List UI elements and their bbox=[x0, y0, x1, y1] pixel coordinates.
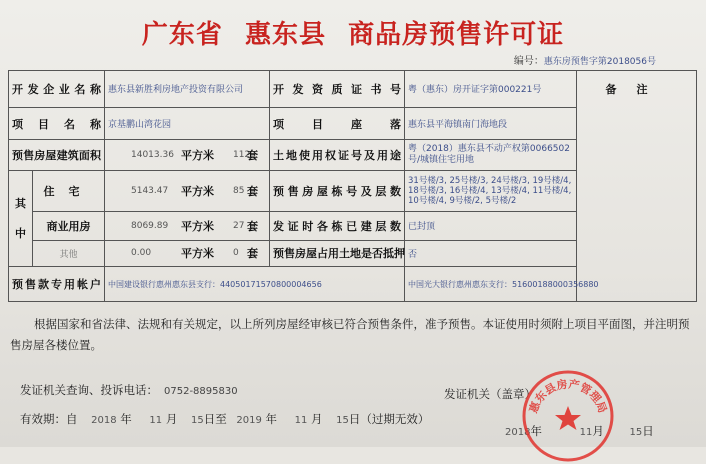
certificate-table bbox=[8, 70, 697, 302]
validity-start-year: 2018 bbox=[91, 415, 117, 426]
presale-area-label: 预售房屋建筑面积 bbox=[9, 140, 105, 171]
validity-line bbox=[20, 411, 429, 427]
res-area-unit: 平方米 bbox=[181, 185, 214, 199]
presale-area-tao: 套 bbox=[247, 149, 258, 163]
validity-end-day: 15 bbox=[336, 415, 349, 426]
issue-month: 11 bbox=[579, 427, 593, 438]
presale-area-cell bbox=[105, 140, 270, 171]
contact-line bbox=[20, 382, 238, 398]
com-area-unit: 平方米 bbox=[181, 219, 214, 233]
approval-note-text: 根据国家和省法律、法规和有关规定，以上所列房屋经审核已符合预售条件，准予预售。本证使用时须附上项目平面图，并注明预售房屋各楼位置。 bbox=[10, 317, 690, 352]
built-value: 已封顶 bbox=[405, 212, 577, 241]
com-area-value: 8069.89 bbox=[131, 220, 169, 231]
presale-area-unit: 平方米 bbox=[181, 149, 214, 163]
com-area-cell bbox=[105, 212, 270, 241]
issue-year-unit: 年 bbox=[530, 424, 542, 438]
res-count: 85 bbox=[233, 186, 245, 197]
validity-month-1: 月 bbox=[165, 412, 178, 426]
account-value-1: 中国建设银行惠州惠东县支行：44050171570800004656 bbox=[105, 267, 405, 302]
presale-area-value: 14013.36 bbox=[131, 150, 174, 161]
validity-start-day: 15 bbox=[190, 415, 204, 426]
seal-text-path: 惠东县房产管理局 bbox=[526, 377, 610, 415]
land-label: 土地使用权证号及用途 bbox=[270, 140, 405, 171]
com-label: 商业用房 bbox=[33, 212, 105, 241]
issue-day: 15 bbox=[629, 427, 643, 438]
title-province: 广东省 bbox=[141, 20, 223, 50]
remark-label: 备注 bbox=[577, 71, 697, 302]
com-count: 27 bbox=[233, 220, 245, 231]
breakdown-label: 其中 bbox=[9, 171, 33, 267]
validity-suffix: 日（过期无效） bbox=[348, 412, 430, 426]
land-value: 粤（2018）惠东县不动产权第0066502号/城镇住宅用地 bbox=[405, 140, 577, 171]
contact-label: 发证机关查询、投诉电话： bbox=[20, 383, 158, 397]
validity-month-2: 月 bbox=[311, 412, 323, 426]
account-label: 预售款专用帐户 bbox=[9, 267, 105, 302]
issue-month-unit: 月 bbox=[592, 424, 604, 438]
bldg-label: 预售房屋栋号及层数 bbox=[270, 171, 405, 212]
row-developer bbox=[9, 71, 697, 108]
official-seal-icon bbox=[520, 368, 616, 464]
approval-note bbox=[10, 314, 696, 356]
validity-year-2: 年 bbox=[265, 412, 277, 426]
qual-label: 开发资质证书号 bbox=[270, 71, 405, 108]
certificate-title bbox=[0, 14, 706, 51]
issue-year: 2018 bbox=[505, 427, 531, 438]
issuer-label: 发证机关（盖章） bbox=[444, 387, 536, 401]
other-count: 0 bbox=[233, 248, 239, 259]
issue-day-unit: 日 bbox=[642, 424, 654, 438]
seal-star-icon bbox=[555, 406, 581, 430]
res-area-cell bbox=[105, 171, 270, 212]
cert-no-value: 惠东房预售字第2018056号 bbox=[543, 57, 656, 67]
developer-label: 开发企业名称 bbox=[9, 71, 105, 108]
mortgage-value: 否 bbox=[405, 240, 577, 267]
other-label: 其他 bbox=[33, 240, 105, 267]
location-value: 惠东县平海镇南门海地段 bbox=[405, 107, 577, 140]
location-label: 项目座落 bbox=[270, 107, 405, 140]
validity-end-month: 11 bbox=[294, 415, 308, 426]
validity-end-year: 2019 bbox=[236, 415, 262, 426]
account-value-2: 中国光大银行惠州惠东支行：51600188000356880 bbox=[405, 267, 577, 302]
project-label: 项目名称 bbox=[9, 107, 105, 140]
mortgage-label: 预售房屋占用土地是否抵押 bbox=[270, 240, 405, 267]
validity-year-1: 年 bbox=[120, 412, 132, 426]
certificate-number: 编号：惠东房预售字第2018056号 bbox=[513, 56, 656, 67]
com-tao: 套 bbox=[247, 219, 258, 233]
qual-value: 粤（惠东）房开证字第000221号 bbox=[405, 71, 577, 108]
validity-to: 日至 bbox=[203, 412, 227, 426]
contact-phone: 0752-8895830 bbox=[164, 386, 238, 397]
cert-no-label: 编号 bbox=[513, 56, 534, 67]
built-label: 发证时各栋已建层数 bbox=[270, 212, 405, 241]
validity-start-month: 11 bbox=[149, 415, 163, 426]
other-area-value: 0.00 bbox=[131, 248, 152, 259]
other-area-cell bbox=[105, 240, 270, 267]
project-value: 京基鹏山湾花园 bbox=[105, 107, 270, 140]
other-tao: 套 bbox=[247, 247, 258, 261]
developer-value: 惠东县新胜利房地产投资有限公司 bbox=[105, 71, 270, 108]
res-area-value: 5143.47 bbox=[131, 186, 169, 197]
title-county: 惠东县 bbox=[244, 20, 326, 50]
other-area-unit: 平方米 bbox=[181, 247, 214, 261]
bldg-value: 31号楼/3, 25号楼/3, 24号楼/3, 19号楼/4, 18号楼/3, 16号楼/4, 13号楼/4, 11号楼/4, 10号楼/4, 9号楼/2, 5号楼/2 bbox=[405, 171, 577, 212]
validity-prefix: 有效期：自 bbox=[20, 412, 78, 426]
presale-area-count: 112 bbox=[233, 150, 251, 161]
res-label: 住宅 bbox=[33, 171, 105, 212]
res-tao: 套 bbox=[247, 185, 258, 199]
title-doc: 商品房预售许可证 bbox=[348, 20, 565, 50]
